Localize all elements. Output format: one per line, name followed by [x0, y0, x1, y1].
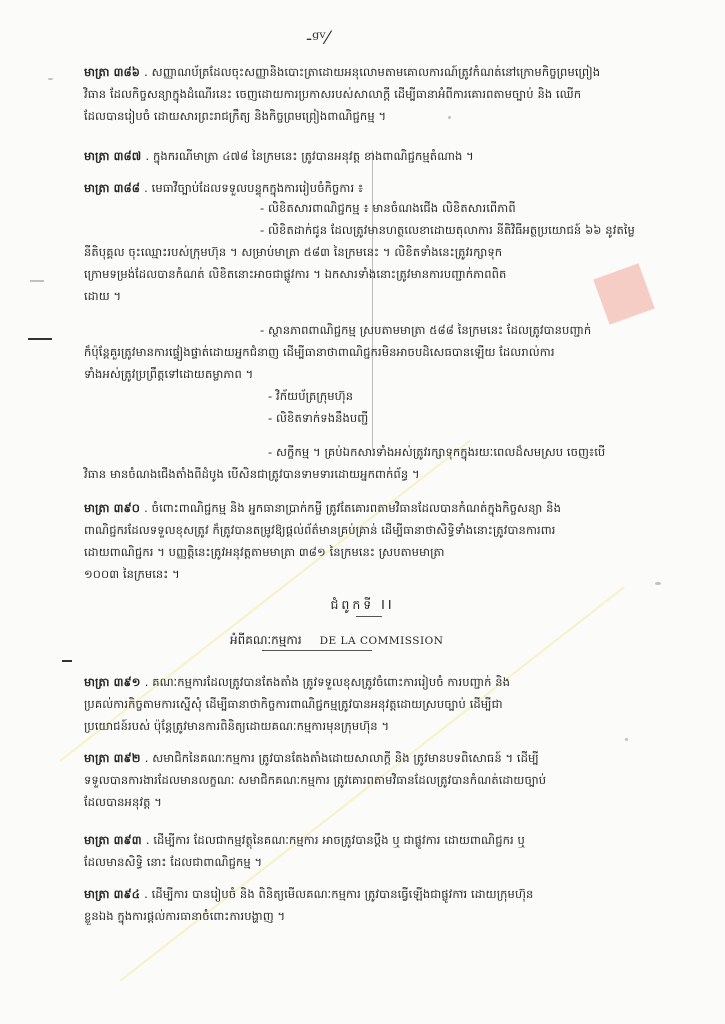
- article-label: មាត្រា ៣៩០: [84, 501, 145, 515]
- text-line: [84, 908, 285, 924]
- section-title-french: DE LA COMMISSION: [319, 635, 444, 647]
- page-header-mark: -ᵍᵛ⁄: [306, 28, 329, 49]
- line-text: - លិខិតដាក់ជូន ដែលត្រូវមានហត្ថលេខាដោយតុលាការ នីតិវិធីអត្ថប្រយោជន៍ ៦៦ នូវតម្លៃ: [260, 223, 635, 237]
- text-line: [84, 64, 600, 80]
- text-line: [84, 696, 503, 712]
- scan-speck: [30, 280, 44, 282]
- scan-speck: [48, 78, 53, 80]
- text-line: [260, 322, 591, 338]
- scan-speck: [625, 738, 628, 741]
- chapter-underline: [356, 616, 382, 617]
- text-line: [84, 566, 180, 582]
- line-text: ដែលបានអនុវត្ត ។: [84, 795, 162, 809]
- line-text: ក្រោមទម្រង់ដែលបានកំណត់ លិខិតនោះអាចជាផ្លូវការ ។ ឯកសារទាំងនោះត្រូវមានការបញ្ជាក់ភាពពិត: [84, 267, 507, 281]
- line-text: ដោយ ។: [84, 289, 122, 303]
- article-label: មាត្រា ៣៩២: [84, 751, 145, 765]
- text-line: [84, 522, 556, 538]
- text-line: [84, 466, 420, 482]
- text-line: [84, 148, 474, 164]
- margin-mark: [62, 660, 72, 662]
- scan-speck: [448, 116, 451, 119]
- red-stamp-mark: [593, 263, 655, 325]
- line-text: . សញ្ញាណប័ត្រដែលចុះសញ្ញានិងបោះត្រាដោយអនុលោមតាមគោលការណ៍ត្រូវកំណត់នៅក្រោមកិច្ចព្រមព្រៀង: [144, 65, 601, 79]
- line-text: ពាណិជ្ជករដែលទទួលខុសត្រូវ ក៏ត្រូវបានតម្រូវឱ្យផ្តល់ព័ត៌មានគ្រប់គ្រាន់ ដើម្បីធានាថាសិទ្ធិទាំងនោះត្រូវបានការពារ: [84, 523, 556, 537]
- line-text: ប្រយោជន៍របស់ ប៉ុន្តែត្រូវមានការពិនិត្យដោយគណៈកម្មការមុនក្រុមហ៊ុន ។: [84, 719, 390, 733]
- line-text: ទាំងអស់ត្រូវប្រព្រឹត្តទៅដោយតម្លាភាព ។: [84, 367, 254, 381]
- article-label: មាត្រា ៣៩៣: [84, 833, 146, 847]
- line-text: ដែលមានសិទ្ធិ នោះ ដែលជាពាណិជ្ជកម្ម ។: [84, 855, 263, 869]
- article-label: មាត្រា ៣៩១: [84, 675, 145, 689]
- text-line: [84, 794, 162, 810]
- line-text: . មេធាវីច្បាប់ដែលទទួលបន្ទុកក្នុងការរៀបចំកិច្ចការ ៖: [144, 181, 364, 195]
- line-text: ប្រគល់ការកិច្ចតាមការស្នើសុំ ដើម្បីធានាថាកិច្ចការពាណិជ្ជកម្មត្រូវបានអនុវត្តដោយស្របច្បាប់ ដើម្បីជា: [84, 697, 503, 711]
- line-text: ទទួលបានការងារដែលមានលក្ខណៈ សមាជិកគណៈកម្មការ ត្រូវគោរពតាមវិធានដែលត្រូវបានកំណត់ដោយច្បាប់: [84, 773, 547, 787]
- text-line: [84, 718, 389, 734]
- line-text: . ចំពោះពាណិជ្ជកម្ម និង អ្នកធានាប្រាក់កម្ចី ត្រូវតែគោរពតាមវិធានដែលបានកំណត់ក្នុងកិច្ចសន្យា និង: [144, 501, 561, 515]
- text-line: [268, 444, 605, 460]
- line-text: . គណៈកម្មការដែលត្រូវបានតែងតាំង ត្រូវទទួលខុសត្រូវចំពោះការរៀបចំ ការបញ្ជាក់ និង: [144, 675, 511, 689]
- text-line: [84, 750, 539, 766]
- text-line: [260, 222, 635, 238]
- text-line: [84, 266, 506, 282]
- article-label: មាត្រា ៣៩៤: [84, 887, 145, 901]
- line-text: - លិខិតសារ​ពាណិជ្ជកម្ម ៖ មានចំណងជើង លិខិតសារពើភាពី: [260, 201, 516, 215]
- article-label: មាត្រា ៣៨៦: [84, 65, 145, 79]
- line-text: - វិក័យប័ត្រក្រុមហ៊ុន: [268, 389, 354, 403]
- text-line: [260, 200, 516, 216]
- text-line: [84, 366, 253, 382]
- article-label: មាត្រា ៣៨៨: [84, 181, 145, 195]
- article-label: មាត្រា ៣៨៧: [84, 149, 146, 163]
- text-line: [84, 288, 121, 304]
- line-text: - លិខិតទាក់ទងនឹងបញ្ជី: [268, 411, 369, 425]
- text-line: [268, 388, 353, 404]
- text-line: [84, 544, 445, 560]
- section-title-khmer: អំពីគណៈកម្មការ: [230, 633, 302, 647]
- line-text: - ស្ថានភាពពាណិជ្ជកម្ម ស្របតាមមាត្រា ៥៨៨ នៃក្រមនេះ ដែលត្រូវបានបញ្ជាក់: [260, 323, 592, 337]
- text-line: [84, 500, 561, 516]
- section-underline: [262, 650, 372, 651]
- line-text: ១០០៣ នៃក្រមនេះ ។: [84, 567, 180, 581]
- text-line: [84, 674, 510, 690]
- text-line: [84, 854, 262, 870]
- line-text: ដែលបានរៀបចំ ដោយសារព្រះរាជក្រឹត្យ និងកិច្ចព្រមព្រៀងពាណិជ្ជកម្ម ។: [84, 109, 387, 123]
- scan-speck: [655, 582, 661, 585]
- text-line: [84, 344, 555, 360]
- line-text: . សមាជិកនៃគណៈកម្មការ ត្រូវបានតែងតាំងដោយសាលាក្តី និង ត្រូវមានបទពិសោធន៍ ។ ដើម្បី: [144, 751, 539, 765]
- text-line: [84, 244, 502, 260]
- text-line: [84, 832, 525, 848]
- line-text: នីតិបុគ្គល ចុះឈ្មោះរបស់ក្រុមហ៊ុន ។ សម្រាប់មាត្រា ៥៨៣ នៃក្រមនេះ ។ លិខិតទាំងនេះត្រូវរក្សាទុក: [84, 245, 503, 259]
- margin-mark: [28, 338, 52, 340]
- text-line: [84, 86, 581, 102]
- line-text: វិធាន មានចំណងជើងតាំងពីដំបូង បើសិនជាត្រូវបានទាមទារដោយអ្នកពាក់ព័ន្ធ ។: [84, 467, 420, 481]
- line-text: ក៏ប៉ុន្តែគួរត្រូវមានការផ្ទៀងផ្ទាត់ដោយអ្នកជំនាញ ដើម្បីធានាថាពាណិជ្ជករមិនអាចបដិសេធបានឡើយ ដែលរាល់ការ: [84, 345, 555, 359]
- page-fold-line: [372, 150, 373, 450]
- line-text: វិធាន ដែលកិច្ចសន្យាក្នុងដំណើរនេះ ចេញដោយការប្រកាសរបស់សាលាក្តី ដើម្បីធានាអំពីការគោរពតាមច្បាប់ និង ឈើក: [84, 87, 582, 101]
- line-text: . ដើម្បីការ ដែលជាកម្មវត្ថុនៃគណៈកម្មការ អាចត្រូវបានប្តឹង ឬ ជាផ្លូវការ ដោយពាណិជ្ជករ ឬ: [145, 833, 525, 847]
- text-line: [84, 772, 546, 788]
- text-line: [84, 108, 386, 124]
- line-text: ខ្លួនឯង ក្នុងការផ្តល់ការធានាចំពោះការបង្ហាញ ។: [84, 909, 286, 923]
- line-text: . ដើម្បីការ បានរៀបចំ និង ពិនិត្យមើលគណៈកម្មការ ត្រូវបានធ្វើឡើងជាផ្លូវការ ដោយក្រុមហ៊ុន: [144, 887, 534, 901]
- line-text: . ក្នុងករណីមាត្រា ៤៧៨ នៃក្រមនេះ ត្រូវបានអនុវត្ត ខាងពាណិជ្ជកម្មតំណាង ។: [145, 149, 474, 163]
- section-title: [230, 632, 443, 650]
- text-line: [84, 886, 533, 902]
- text-line: [84, 180, 363, 196]
- line-text: ដោយពាណិជ្ជករ ។ បញ្ញត្តិនេះត្រូវអនុវត្តតាមមាត្រា ៣៨១ នៃក្រមនេះ ស្របតាមមាត្រា: [84, 545, 445, 559]
- text-line: [268, 410, 368, 426]
- chapter-title: ជំពូកទី II: [330, 597, 395, 612]
- line-text: - សក្ខីកម្ម ។ គ្រប់ឯកសារទាំងអស់ត្រូវរក្សាទុកក្នុងរយៈពេលដ៏សមស្រប ចេញ៖បើ: [268, 445, 606, 459]
